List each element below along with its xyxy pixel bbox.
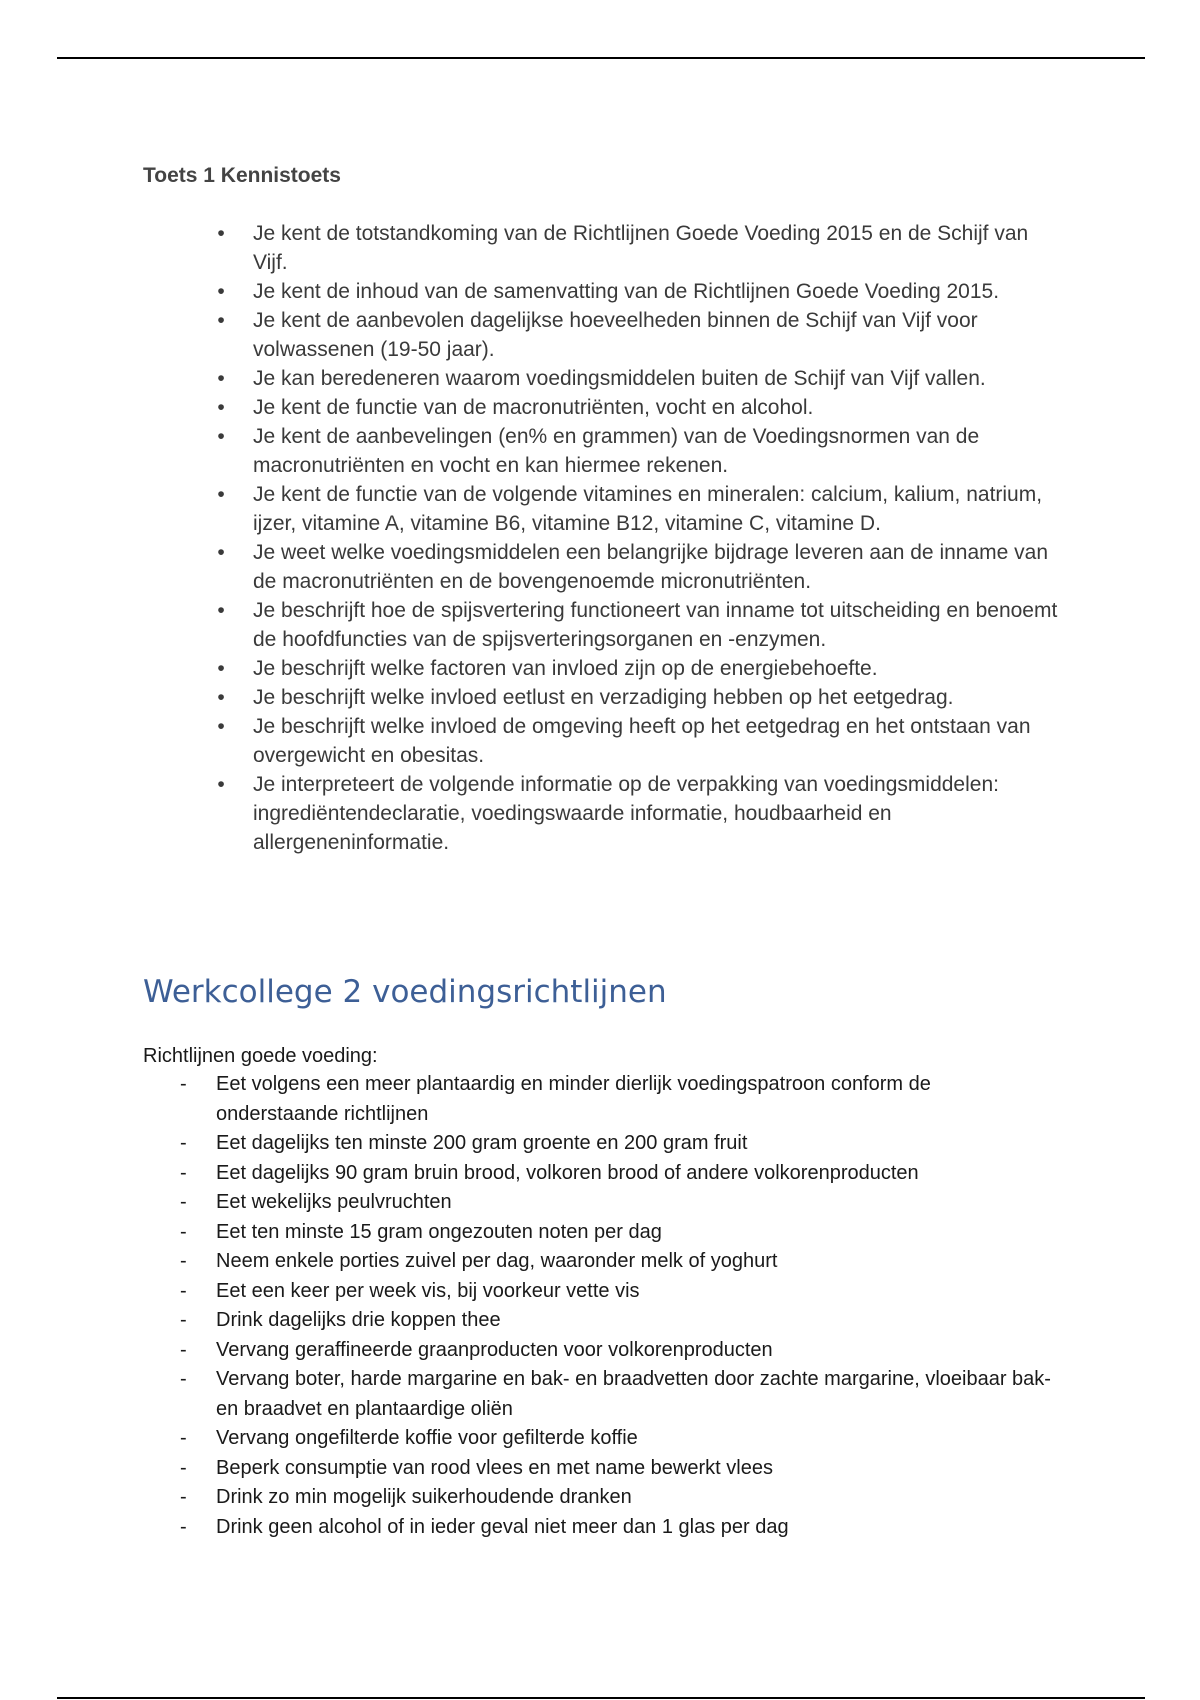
guideline-text: Eet volgens een meer plantaardig en minder dierlijk voedingspatroon conform de onderstaande richtlijnen (216, 1073, 931, 1125)
bullet-icon: • (217, 280, 225, 303)
guideline-item (178, 1218, 1058, 1248)
bullet-icon: • (217, 599, 225, 622)
learning-goal-text: Je beschrijft welke invloed de omgeving heeft op het eetgedrag en het ontstaan van overgewicht en obesitas. (253, 715, 1031, 767)
guideline-text: Drink zo min mogelijk suikerhoudende dranken (216, 1486, 632, 1508)
guideline-item (178, 1159, 1058, 1189)
bullet-icon: • (217, 657, 225, 680)
bullet-icon: • (217, 396, 225, 419)
learning-goal-item (215, 422, 1065, 480)
guideline-text: Vervang boter, harde margarine en bak- en braadvetten door zachte margarine, vloeibaar bak- en braadvet en plantaardige oliën (216, 1368, 1051, 1420)
bullet-icon: • (217, 715, 225, 738)
dash-marker: - (180, 1338, 187, 1361)
learning-goal-text: Je weet welke voedingsmiddelen een belangrijke bijdrage leveren aan de inname van de macronutriënten en de bovengenoemde micronutriënten. (253, 541, 1049, 593)
guideline-item (178, 1365, 1058, 1424)
learning-goal-item (215, 306, 1065, 364)
bullet-icon: • (217, 425, 225, 448)
dash-marker: - (180, 1250, 187, 1272)
bullet-icon: • (217, 541, 225, 564)
guideline-text: Eet een keer per week vis, bij voorkeur vette vis (216, 1279, 640, 1302)
learning-goal-item (215, 364, 1065, 393)
guideline-item (178, 1513, 1058, 1543)
section-title: Toets 1 Kennistoets (143, 164, 341, 187)
guideline-text: Eet dagelijks ten minste 200 gram groente en 200 gram fruit (216, 1132, 748, 1154)
learning-goal-text: Je kent de inhoud van de samenvatting van de Richtlijnen Goede Voeding 2015. (253, 280, 1000, 303)
guideline-text: Drink dagelijks drie koppen thee (216, 1309, 501, 1331)
learning-goal-item (215, 219, 1065, 277)
bullet-icon: • (217, 483, 225, 506)
guideline-item (178, 1277, 1058, 1307)
learning-goal-text: Je beschrijft hoe de spijsvertering functioneert van inname tot uitscheiding en benoemt de hoofdfuncties van de spijsverteringsorganen en -enzymen. (253, 599, 1058, 651)
learning-goals-list (215, 219, 1065, 857)
guideline-item (178, 1424, 1058, 1454)
learning-goal-item (215, 770, 1065, 857)
learning-goal-text: Je kent de functie van de macronutriënten, vocht en alcohol. (253, 396, 814, 419)
guideline-text: Drink geen alcohol of in ieder geval niet meer dan 1 glas per dag (216, 1515, 789, 1538)
dash-marker: - (180, 1161, 187, 1184)
guidelines-list (178, 1070, 1058, 1542)
bullet-icon: • (217, 686, 225, 709)
guideline-text: Eet dagelijks 90 gram bruin brood, volkoren brood of andere volkorenproducten (216, 1161, 919, 1184)
dash-marker: - (180, 1073, 187, 1095)
learning-goal-item (215, 654, 1065, 683)
dash-marker: - (180, 1220, 187, 1243)
guideline-item (178, 1454, 1058, 1484)
learning-goal-item (215, 393, 1065, 422)
learning-goal-item (215, 596, 1065, 654)
learning-goal-text: Je kent de functie van de volgende vitamines en mineralen: calcium, kalium, natrium, ijzer, vitamine A, vitamine B6, vitamine B12, vitamine C, vitamine D. (253, 483, 1043, 535)
dash-marker: - (180, 1456, 187, 1479)
learning-goal-item (215, 683, 1065, 712)
guideline-text: Beperk consumptie van rood vlees en met name bewerkt vlees (216, 1456, 773, 1479)
section-heading: Werkcollege 2 voedingsrichtlijnen (143, 974, 667, 1010)
learning-goal-text: Je kent de aanbevolen dagelijkse hoeveelheden binnen de Schijf van Vijf voor volwassenen (19-50 jaar). (253, 309, 978, 361)
learning-goal-text: Je beschrijft welke factoren van invloed zijn op de energiebehoefte. (253, 657, 878, 680)
bullet-icon: • (217, 222, 225, 245)
guideline-item (178, 1306, 1058, 1336)
guideline-item (178, 1188, 1058, 1218)
learning-goal-text: Je kent de totstandkoming van de Richtlijnen Goede Voeding 2015 en de Schijf van Vijf. (253, 222, 1029, 274)
guideline-item (178, 1247, 1058, 1277)
dash-marker: - (180, 1132, 187, 1154)
learning-goal-item (215, 277, 1065, 306)
learning-goal-item (215, 538, 1065, 596)
guideline-text: Neem enkele porties zuivel per dag, waaronder melk of yoghurt (216, 1250, 778, 1272)
dash-marker: - (180, 1279, 187, 1302)
learning-goal-item (215, 712, 1065, 770)
dash-marker: - (180, 1191, 187, 1213)
guideline-text: Vervang geraffineerde graanproducten voor volkorenproducten (216, 1338, 773, 1361)
learning-goal-text: Je kan beredeneren waarom voedingsmiddelen buiten de Schijf van Vijf vallen. (253, 367, 986, 390)
guideline-item (178, 1483, 1058, 1513)
bullet-icon: • (217, 309, 225, 332)
guideline-item (178, 1336, 1058, 1366)
dash-marker: - (180, 1368, 187, 1390)
guideline-item (178, 1070, 1058, 1129)
dash-marker: - (180, 1427, 187, 1449)
dash-marker: - (180, 1309, 187, 1331)
learning-goal-text: Je beschrijft welke invloed eetlust en verzadiging hebben op het eetgedrag. (253, 686, 954, 709)
header-rule (57, 57, 1145, 59)
learning-goal-text: Je interpreteert de volgende informatie op de verpakking van voedingsmiddelen: ingrediëntendeclaratie, voedingswaarde informatie, houdbaarheid en allergeneninformatie. (253, 773, 999, 854)
bullet-icon: • (217, 367, 225, 390)
guideline-text: Eet wekelijks peulvruchten (216, 1191, 452, 1213)
footer-rule (57, 1697, 1145, 1699)
guideline-text: Vervang ongefilterde koffie voor gefilterde koffie (216, 1427, 638, 1449)
dash-marker: - (180, 1515, 187, 1538)
guidelines-intro: Richtlijnen goede voeding: (143, 1045, 378, 1067)
learning-goal-item (215, 480, 1065, 538)
learning-goal-text: Je kent de aanbevelingen (en% en grammen) van de Voedingsnormen van de macronutriënten en vocht en kan hiermee rekenen. (253, 425, 980, 477)
guideline-item (178, 1129, 1058, 1159)
dash-marker: - (180, 1486, 187, 1508)
guideline-text: Eet ten minste 15 gram ongezouten noten per dag (216, 1220, 662, 1243)
bullet-icon: • (217, 773, 225, 796)
